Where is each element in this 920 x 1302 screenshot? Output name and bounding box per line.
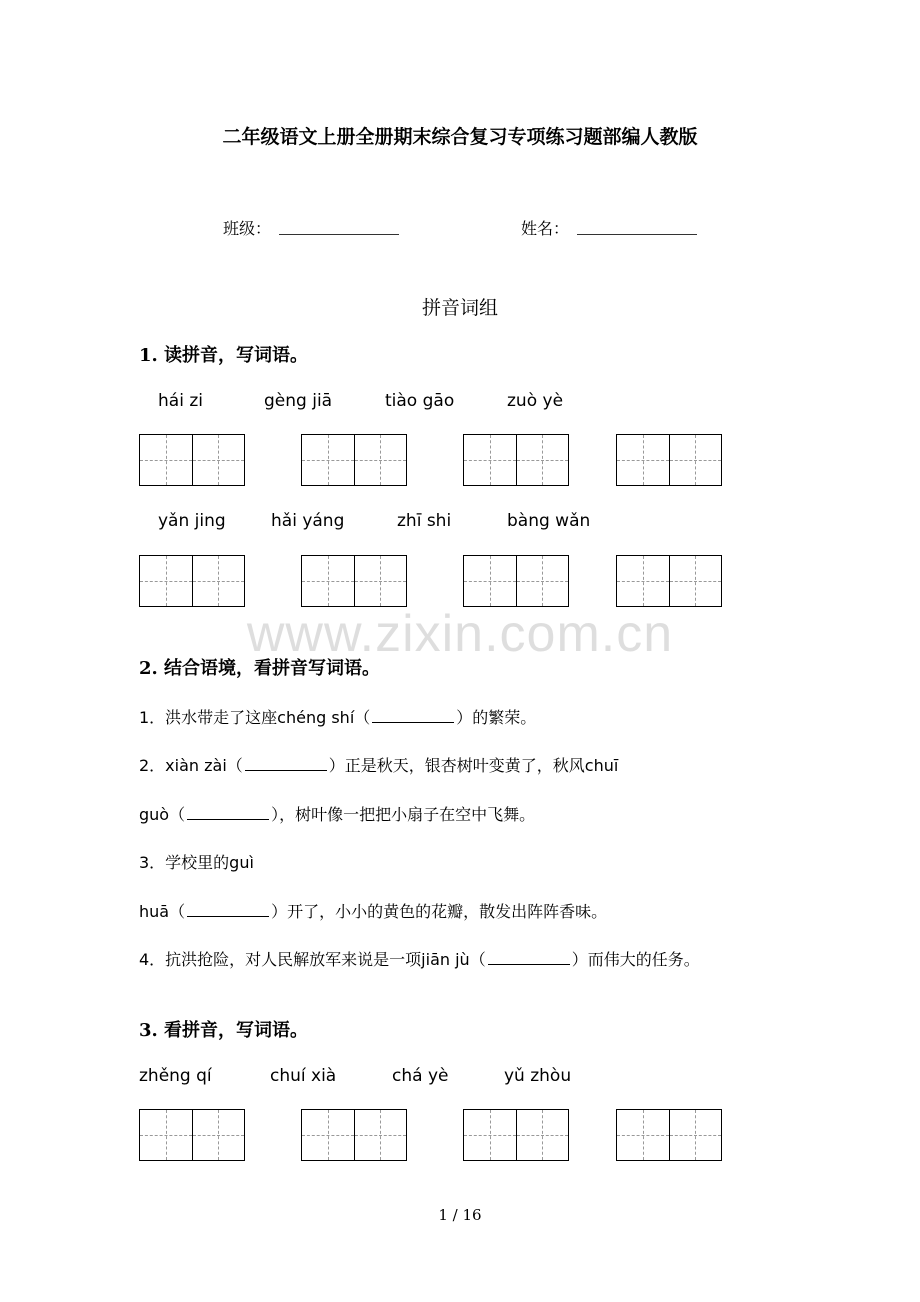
watermark: www.zixin.com.cn xyxy=(246,605,674,663)
pinyin-item: zhī shi xyxy=(397,511,452,531)
sentence-4: 4．抗洪抢险，对人民解放军来说是一项jiān jù（ ）而伟大的任务。 xyxy=(139,950,700,969)
pinyin-item: zhěng qí xyxy=(139,1066,212,1086)
class-field[interactable] xyxy=(279,234,399,235)
writing-grid[interactable] xyxy=(616,434,722,486)
pinyin-item: yǎn jing xyxy=(158,511,226,531)
question-1-heading: 1. 读拼音，写词语。 xyxy=(139,345,309,366)
pinyin-item: zuò yè xyxy=(507,391,564,411)
writing-grid[interactable] xyxy=(301,1109,407,1161)
pinyin-item: bàng wǎn xyxy=(507,511,591,531)
document-title: 二年级语文上册全册期末综合复习专项练习题部编人教版 xyxy=(222,126,698,148)
writing-grid[interactable] xyxy=(463,1109,569,1161)
writing-grid[interactable] xyxy=(139,555,245,607)
answer-blank[interactable] xyxy=(187,805,269,820)
pinyin-item: hái zi xyxy=(158,391,203,411)
sentence-2-cont: guò（ ），树叶像一把把小扇子在空中飞舞。 xyxy=(139,805,536,824)
answer-blank[interactable] xyxy=(245,756,327,771)
answer-blank[interactable] xyxy=(187,902,269,917)
writing-grid[interactable] xyxy=(139,434,245,486)
sentence-3: 3．学校里的guì xyxy=(139,853,254,872)
section-title: 拼音词组 xyxy=(421,297,498,319)
sentence-2: 2．xiàn zài（ ）正是秋天，银杏树叶变黄了，秋风chuī xyxy=(139,756,619,775)
name-field[interactable] xyxy=(577,234,697,235)
writing-grid[interactable] xyxy=(463,434,569,486)
pinyin-item: tiào gāo xyxy=(385,391,455,411)
pinyin-item: chá yè xyxy=(392,1066,449,1086)
question-3-heading: 3. 看拼音，写词语。 xyxy=(139,1020,309,1041)
page-number: 1 / 16 xyxy=(438,1206,482,1224)
writing-grid[interactable] xyxy=(301,555,407,607)
writing-grid[interactable] xyxy=(616,555,722,607)
sentence-1: 1．洪水带走了这座chéng shí（ ）的繁荣。 xyxy=(139,708,537,727)
name-label: 姓名： xyxy=(521,219,570,238)
writing-grid[interactable] xyxy=(616,1109,722,1161)
class-label: 班级： xyxy=(223,219,272,238)
sentence-3-cont: huā（ ）开了，小小的黄色的花瓣，散发出阵阵香味。 xyxy=(139,902,608,921)
pinyin-item: yǔ zhòu xyxy=(504,1066,572,1086)
pinyin-item: gèng jiā xyxy=(264,391,333,411)
writing-grid[interactable] xyxy=(463,555,569,607)
writing-grid[interactable] xyxy=(139,1109,245,1161)
question-2-heading: 2. 结合语境，看拼音写词语。 xyxy=(139,658,381,679)
answer-blank[interactable] xyxy=(372,708,454,723)
pinyin-item: chuí xià xyxy=(270,1066,337,1086)
answer-blank[interactable] xyxy=(488,950,570,965)
pinyin-item: hǎi yáng xyxy=(271,511,345,531)
writing-grid[interactable] xyxy=(301,434,407,486)
